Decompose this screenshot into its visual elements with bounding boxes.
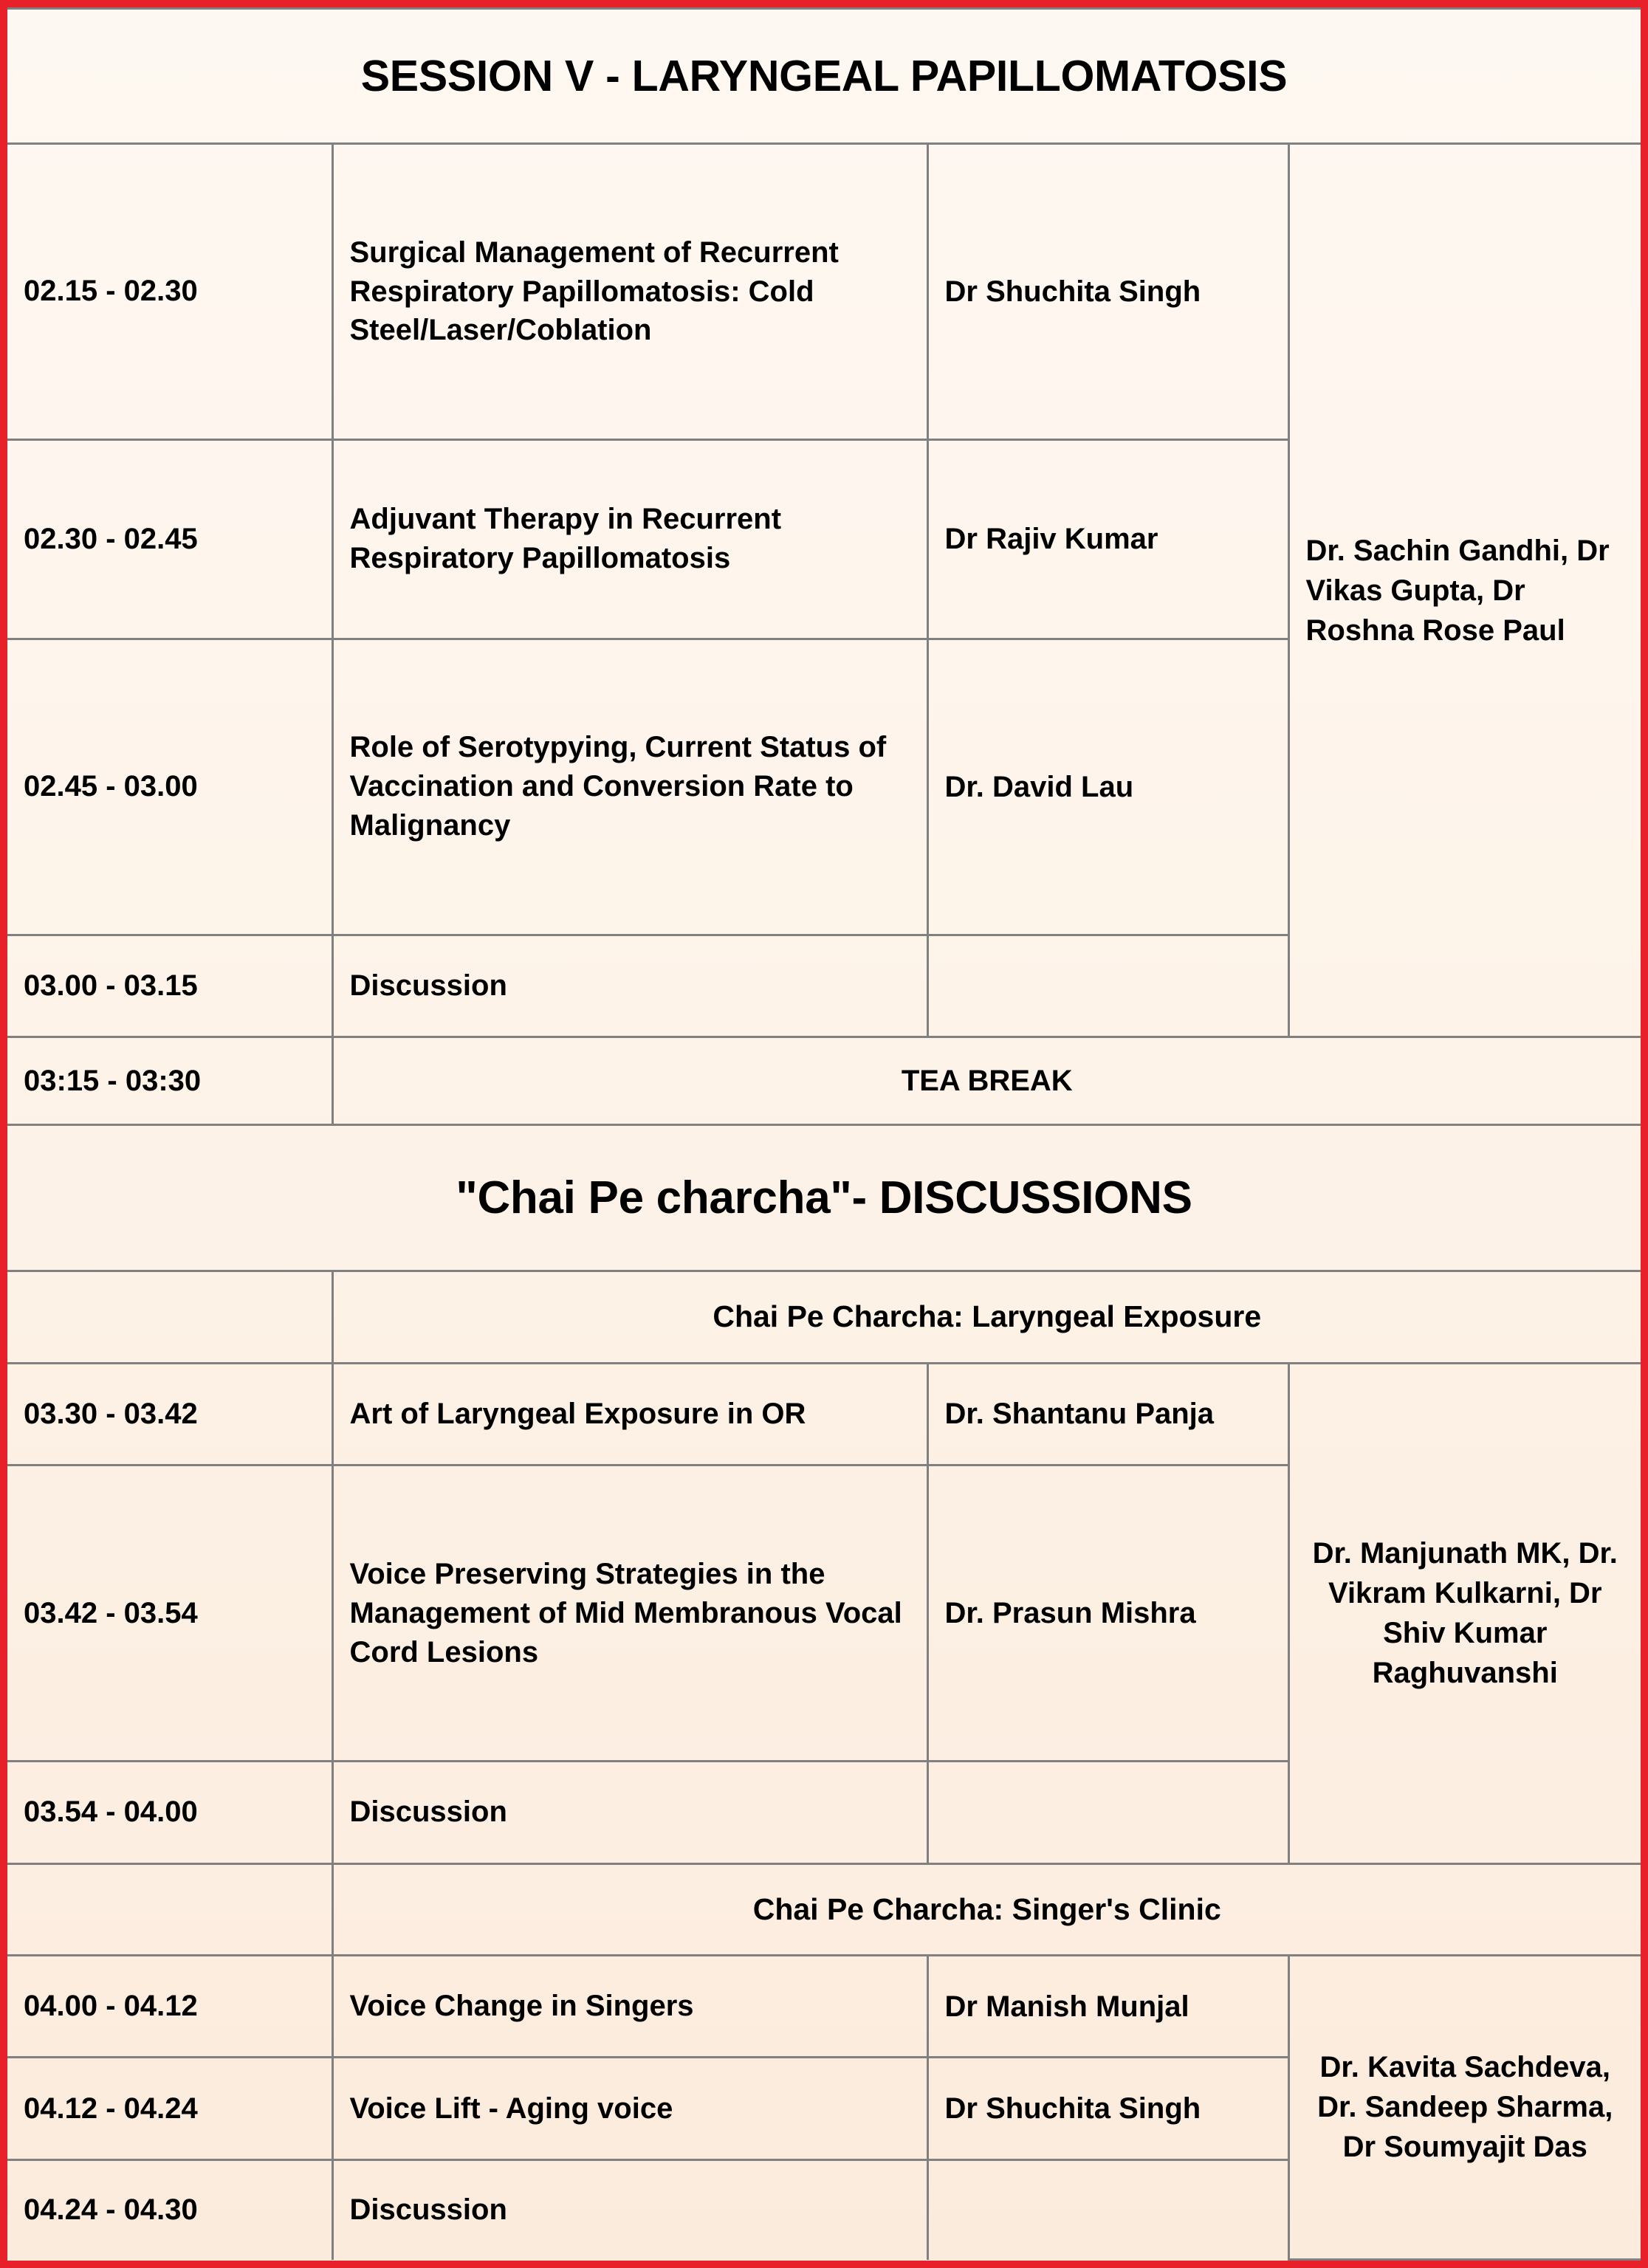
group-subheader: Chai Pe Charcha: Singer's Clinic [332, 1863, 1641, 1955]
time-slot: 02.45 - 03.00 [7, 639, 332, 935]
time-slot: 04.24 - 04.30 [7, 2160, 332, 2260]
topic-title: Discussion [332, 935, 927, 1037]
subheader-row [7, 1863, 1641, 1955]
speaker-name [927, 2160, 1288, 2260]
tea-break-label: TEA BREAK [332, 1037, 1641, 1125]
topic-title: Voice Lift - Aging voice [332, 2058, 927, 2160]
chairperson-names: Dr. Manjunath MK, Dr. Vikram Kulkarni, Dr Shiv Kumar Raghuvanshi [1288, 1363, 1641, 1863]
table-row [7, 1363, 1641, 1465]
speaker-name [927, 1762, 1288, 1864]
time-slot: 04.12 - 04.24 [7, 2058, 332, 2160]
speaker-name: Dr Shuchita Singh [927, 144, 1288, 440]
session-banner-row [7, 1125, 1641, 1271]
speaker-name [927, 935, 1288, 1037]
speaker-name: Dr. Prasun Mishra [927, 1465, 1288, 1762]
topic-title: Discussion [332, 1762, 927, 1864]
topic-title: Surgical Management of Recurrent Respiratory Papillomatosis: Cold Steel/Laser/Coblation [332, 144, 927, 440]
speaker-name: Dr Rajiv Kumar [927, 439, 1288, 639]
tea-break-row [7, 1037, 1641, 1125]
topic-title: Voice Preserving Strategies in the Management of Mid Membranous Vocal Cord Lesions [332, 1465, 927, 1762]
topic-title: Role of Serotypying, Current Status of Vaccination and Conversion Rate to Malignancy [332, 639, 927, 935]
time-slot: 03.42 - 03.54 [7, 1465, 332, 1762]
session-v-banner: SESSION V - LARYNGEAL PAPILLOMATOSIS [7, 9, 1641, 144]
table-row [7, 1955, 1641, 2058]
session-banner-row [7, 9, 1641, 144]
speaker-name: Dr. David Lau [927, 639, 1288, 935]
speaker-name: Dr Shuchita Singh [927, 2058, 1288, 2160]
speaker-name: Dr. Shantanu Panja [927, 1363, 1288, 1465]
chai-pe-charcha-banner: "Chai Pe charcha"- DISCUSSIONS [7, 1125, 1641, 1271]
empty-time-cell [7, 1863, 332, 1955]
topic-title: Voice Change in Singers [332, 1955, 927, 2058]
topic-title: Discussion [332, 2160, 927, 2260]
subheader-row [7, 1271, 1641, 1363]
group-subheader: Chai Pe Charcha: Laryngeal Exposure [332, 1271, 1641, 1363]
time-slot: 04.00 - 04.12 [7, 1955, 332, 2058]
time-slot: 03:15 - 03:30 [7, 1037, 332, 1125]
time-slot: 02.15 - 02.30 [7, 144, 332, 440]
chairperson-names: Dr. Kavita Sachdeva, Dr. Sandeep Sharma, Dr Soumyajit Das [1288, 1955, 1641, 2259]
chairperson-names: Dr. Sachin Gandhi, Dr Vikas Gupta, Dr Roshna Rose Paul [1288, 144, 1641, 1037]
empty-time-cell [7, 1271, 332, 1363]
time-slot: 02.30 - 02.45 [7, 439, 332, 639]
time-slot: 03.54 - 04.00 [7, 1762, 332, 1864]
table-row [7, 144, 1641, 440]
topic-title: Art of Laryngeal Exposure in OR [332, 1363, 927, 1465]
time-slot: 03.00 - 03.15 [7, 935, 332, 1037]
time-slot: 03.30 - 03.42 [7, 1363, 332, 1465]
session-schedule-table [7, 7, 1641, 2261]
speaker-name: Dr Manish Munjal [927, 1955, 1288, 2058]
topic-title: Adjuvant Therapy in Recurrent Respiratory Papillomatosis [332, 439, 927, 639]
